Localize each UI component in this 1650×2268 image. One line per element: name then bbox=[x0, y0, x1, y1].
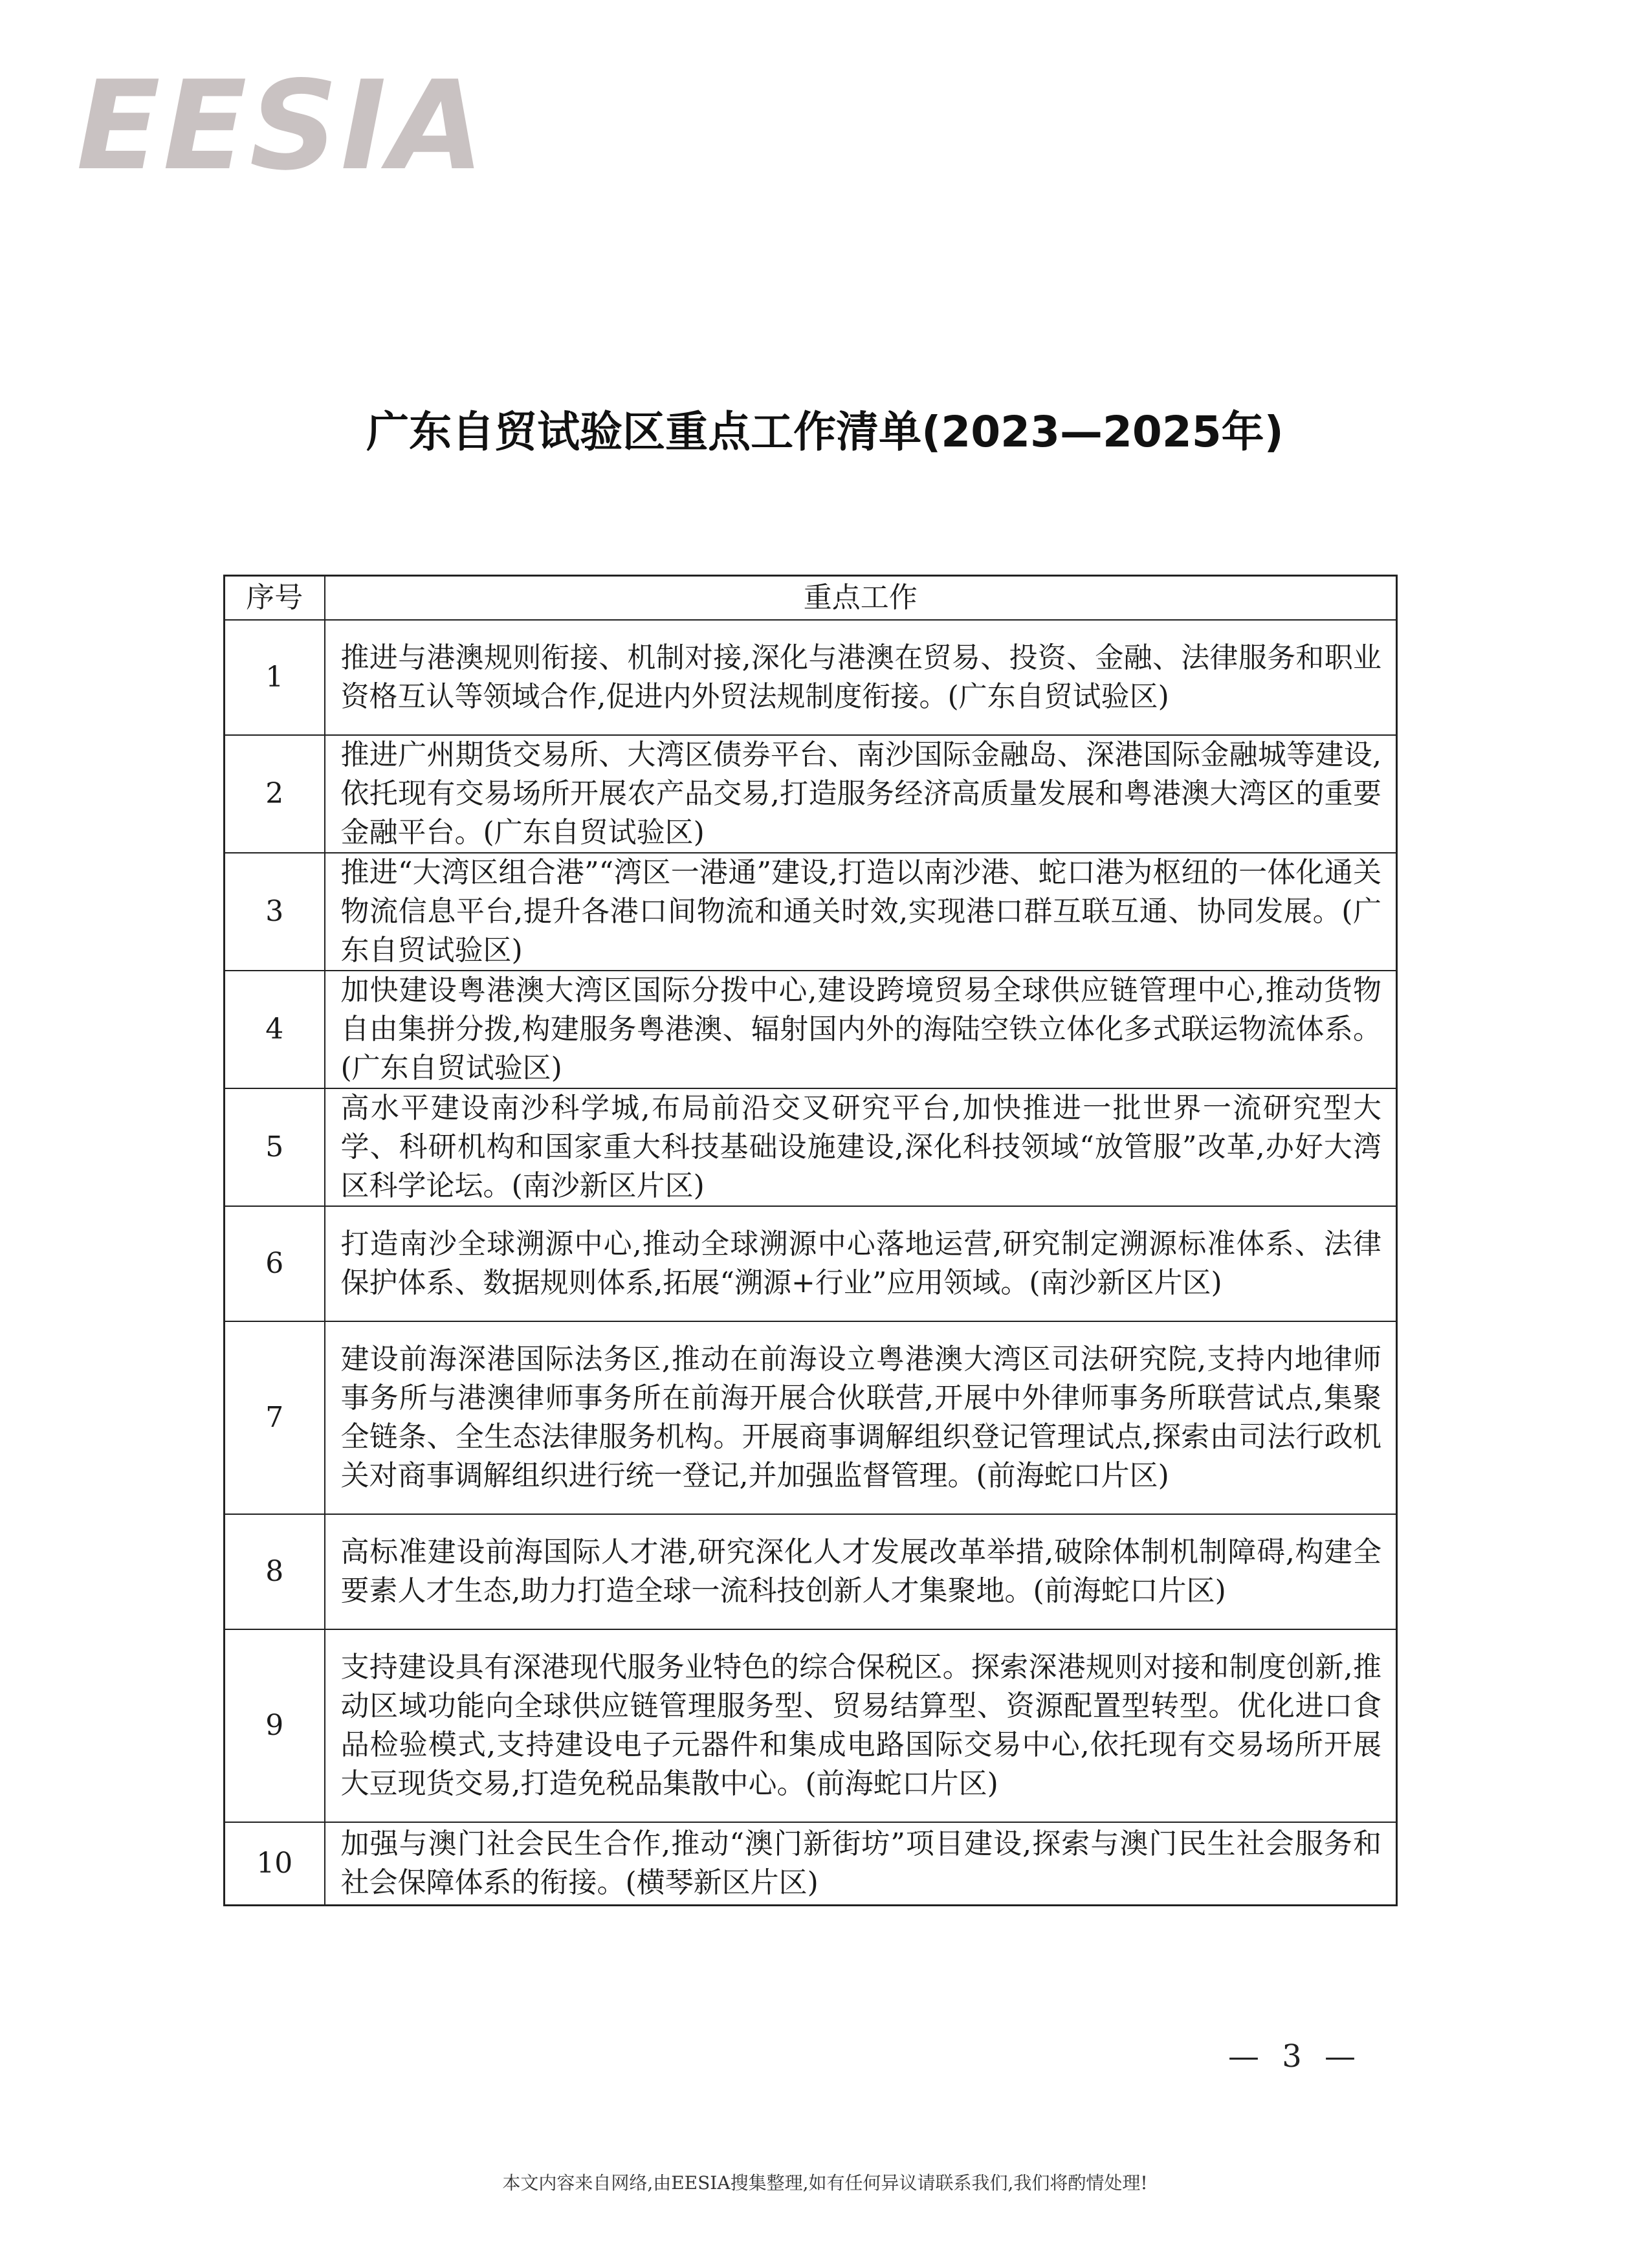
row-number: 3 bbox=[225, 853, 325, 971]
page-number: — 3 — bbox=[1228, 2038, 1363, 2075]
row-number: 8 bbox=[225, 1514, 325, 1629]
table-header-row bbox=[225, 576, 1397, 621]
row-work-text: 推进广州期货交易所、大湾区债券平台、南沙国际金融岛、深港国际金融城等建设,依托现有交易场所开展农产品交易,打造服务经济高质量发展和粤港澳大湾区的重要金融平台。(广东自贸试验区) bbox=[325, 735, 1397, 853]
row-work-text: 加强与澳门社会民生合作,推动“澳门新街坊”项目建设,探索与澳门民生社会服务和社会保障体系的衔接。(横琴新区片区) bbox=[325, 1822, 1397, 1905]
header-serial-number: 序号 bbox=[225, 576, 325, 621]
row-number: 7 bbox=[225, 1321, 325, 1514]
row-work-text: 打造南沙全球溯源中心,推动全球溯源中心落地运营,研究制定溯源标准体系、法律保护体系、数据规则体系,拓展“溯源+行业”应用领域。(南沙新区片区) bbox=[325, 1206, 1397, 1321]
row-number: 1 bbox=[225, 620, 325, 735]
row-work-text: 推进“大湾区组合港”“湾区一港通”建设,打造以南沙港、蛇口港为枢纽的一体化通关物流信息平台,提升各港口间物流和通关时效,实现港口群互联互通、协同发展。(广东自贸试验区) bbox=[325, 853, 1397, 971]
table-row bbox=[225, 735, 1397, 853]
footer-disclaimer: 本文内容来自网络,由EESIA搜集整理,如有任何异议请联系我们,我们将酌情处理! bbox=[502, 2172, 1148, 2194]
work-list-table bbox=[223, 575, 1398, 1906]
row-number: 2 bbox=[225, 735, 325, 853]
page-title: 广东自贸试验区重点工作清单(2023—2025年) bbox=[366, 407, 1284, 457]
row-number: 10 bbox=[225, 1822, 325, 1905]
row-number: 6 bbox=[225, 1206, 325, 1321]
table-row bbox=[225, 853, 1397, 971]
row-work-text: 支持建设具有深港现代服务业特色的综合保税区。探索深港规则对接和制度创新,推动区域功能向全球供应链管理服务型、贸易结算型、资源配置型转型。优化进口食品检验模式,支持建设电子元器件和集成电路国际交易中心,依托现有交易场所开展大豆现货交易,打造免税品集散中心。(前海蛇口片区) bbox=[325, 1629, 1397, 1822]
row-work-text: 高标准建设前海国际人才港,研究深化人才发展改革举措,破除体制机制障碍,构建全要素人才生态,助力打造全球一流科技创新人才集聚地。(前海蛇口片区) bbox=[325, 1514, 1397, 1629]
table-row bbox=[225, 1206, 1397, 1321]
row-work-text: 推进与港澳规则衔接、机制对接,深化与港澳在贸易、投资、金融、法律服务和职业资格互认等领域合作,促进内外贸法规制度衔接。(广东自贸试验区) bbox=[325, 620, 1397, 735]
table-row bbox=[225, 1321, 1397, 1514]
row-number: 9 bbox=[225, 1629, 325, 1822]
table-row bbox=[225, 1514, 1397, 1629]
table-row bbox=[225, 1822, 1397, 1905]
row-work-text: 加快建设粤港澳大湾区国际分拨中心,建设跨境贸易全球供应链管理中心,推动货物自由集拼分拨,构建服务粤港澳、辐射国内外的海陆空铁立体化多式联运物流体系。(广东自贸试验区) bbox=[325, 971, 1397, 1088]
table-row bbox=[225, 1088, 1397, 1206]
header-key-work: 重点工作 bbox=[325, 576, 1397, 621]
row-work-text: 建设前海深港国际法务区,推动在前海设立粤港澳大湾区司法研究院,支持内地律师事务所与港澳律师事务所在前海开展合伙联营,开展中外律师事务所联营试点,集聚全链条、全生态法律服务机构。开展商事调解组织登记管理试点,探索由司法行政机关对商事调解组织进行统一登记,并加强监督管理。(前海蛇口片区) bbox=[325, 1321, 1397, 1514]
table-row bbox=[225, 620, 1397, 735]
table-row bbox=[225, 971, 1397, 1088]
row-number: 4 bbox=[225, 971, 325, 1088]
eesia-logo: EESIA bbox=[76, 54, 487, 197]
row-number: 5 bbox=[225, 1088, 325, 1206]
row-work-text: 高水平建设南沙科学城,布局前沿交叉研究平台,加快推进一批世界一流研究型大学、科研机构和国家重大科技基础设施建设,深化科技领域“放管服”改革,办好大湾区科学论坛。(南沙新区片区) bbox=[325, 1088, 1397, 1206]
table-row bbox=[225, 1629, 1397, 1822]
